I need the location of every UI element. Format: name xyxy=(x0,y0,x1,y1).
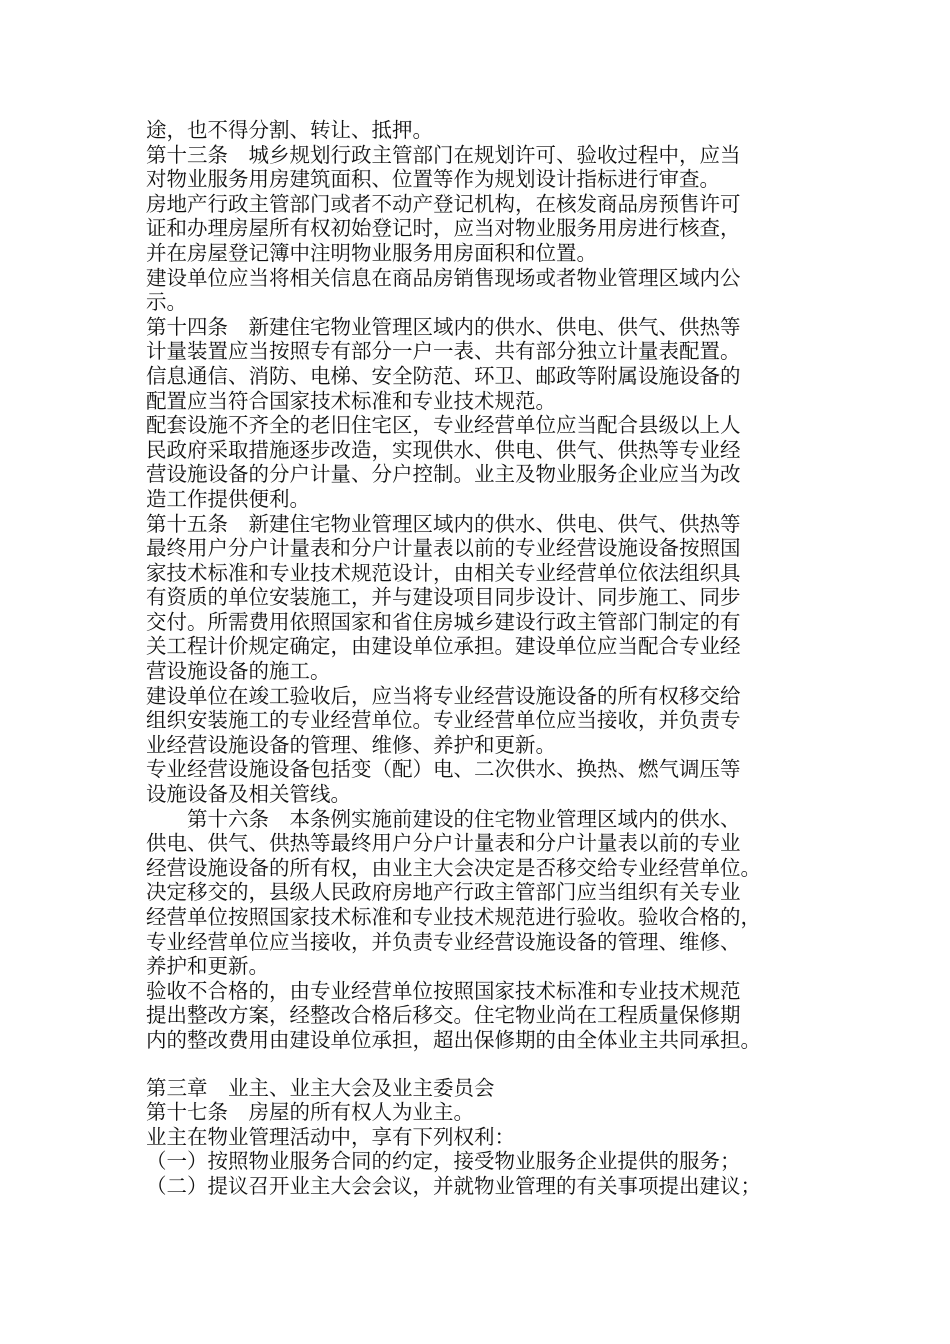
text-line: （二）提议召开业主大会会议，并就物业管理的有关事项提出建议； xyxy=(146,1173,761,1198)
text-line: 专业经营设施设备包括变（配）电、二次供水、换热、燃气调压等 xyxy=(146,757,741,782)
text-line: 营设施设备的分户计量、分户控制。业主及物业服务企业应当为改 xyxy=(146,462,741,487)
text-line: 并在房屋登记簿中注明物业服务用房面积和位置。 xyxy=(146,240,597,265)
text-line: 经营设施设备的所有权，由业主大会决定是否移交给专业经营单位。 xyxy=(146,855,761,880)
text-line: 有资质的单位安装施工，并与建设项目同步设计、同步施工、同步 xyxy=(146,585,741,610)
text-line: 造工作提供便利。 xyxy=(146,486,310,511)
text-line: 证和办理房屋所有权初始登记时，应当对物业服务用房进行核查， xyxy=(146,216,741,241)
text-line: 组织安装施工的专业经营单位。专业经营单位应当接收，并负责专 xyxy=(146,708,741,733)
text-line: 供电、供气、供热等最终用户分户计量表和分户计量表以前的专业 xyxy=(146,831,741,856)
text-line: 第十七条 房屋的所有权人为业主。 xyxy=(146,1100,474,1125)
text-line: 第十四条 新建住宅物业管理区域内的供水、供电、供气、供热等 xyxy=(146,314,741,339)
text-line: 专业经营单位应当接收，并负责专业经营设施设备的管理、维修、 xyxy=(146,929,741,954)
text-line: 途，也不得分割、转让、抵押。 xyxy=(146,118,433,142)
text-line: 第十六条 本条例实施前建设的住宅物业管理区域内的供水、 xyxy=(146,806,741,831)
text-line: 家技术标准和专业技术规范设计，由相关专业经营单位依法组织具 xyxy=(146,560,741,585)
text-line: 建设单位应当将相关信息在商品房销售现场或者物业管理区域内公 xyxy=(146,265,741,290)
text-line: 交付。所需费用依照国家和省住房城乡建设行政主管部门制定的有 xyxy=(146,609,741,634)
paragraph-gap xyxy=(146,1053,826,1076)
text-line: 第十五条 新建住宅物业管理区域内的供水、供电、供气、供热等 xyxy=(146,511,741,536)
text-line: 示。 xyxy=(146,290,187,315)
text-line: 民政府采取措施逐步改造，实现供水、供电、供气、供热等专业经 xyxy=(146,437,741,462)
text-line: 房地产行政主管部门或者不动产登记机构，在核发商品房预售许可 xyxy=(146,191,741,216)
text-line: 设施设备及相关管线。 xyxy=(146,782,351,807)
text-block-chapter-three xyxy=(146,1076,826,1199)
text-line: 养护和更新。 xyxy=(146,954,269,979)
text-line: 决定移交的，县级人民政府房地产行政主管部门应当组织有关专业 xyxy=(146,880,741,905)
text-line: 内的整改费用由建设单位承担，超出保修期的由全体业主共同承担。 xyxy=(146,1027,761,1052)
text-line: 营设施设备的施工。 xyxy=(146,659,331,684)
text-line: 配置应当符合国家技术标准和专业技术规范。 xyxy=(146,388,556,413)
text-line: 对物业服务用房建筑面积、位置等作为规划设计指标进行审查。 xyxy=(146,167,720,192)
text-line: 业经营设施设备的管理、维修、养护和更新。 xyxy=(146,732,556,757)
document-page xyxy=(146,118,826,1199)
text-line: 计量装置应当按照专有部分一户一表、共有部分独立计量表配置。 xyxy=(146,339,741,364)
text-line: 验收不合格的，由专业经营单位按照国家技术标准和专业技术规范 xyxy=(146,978,741,1003)
text-block-articles xyxy=(146,118,826,1053)
text-line: 第三章 业主、业主大会及业主委员会 xyxy=(146,1075,495,1100)
text-line: （一）按照物业服务合同的约定，接受物业服务企业提供的服务； xyxy=(146,1149,741,1174)
text-line: 最终用户分户计量表和分户计量表以前的专业经营设施设备按照国 xyxy=(146,536,741,561)
text-line: 信息通信、消防、电梯、安全防范、环卫、邮政等附属设施设备的 xyxy=(146,363,741,388)
text-line: 提出整改方案，经整改合格后移交。住宅物业尚在工程质量保修期 xyxy=(146,1003,741,1028)
text-line: 业主在物业管理活动中，享有下列权利： xyxy=(146,1124,515,1149)
text-line: 配套设施不齐全的老旧住宅区，专业经营单位应当配合县级以上人 xyxy=(146,413,741,438)
text-line: 第十三条 城乡规划行政主管部门在规划许可、验收过程中，应当 xyxy=(146,142,741,167)
text-line: 关工程计价规定确定，由建设单位承担。建设单位应当配合专业经 xyxy=(146,634,741,659)
text-line: 经营单位按照国家技术标准和专业技术规范进行验收。验收合格的， xyxy=(146,905,761,929)
text-line: 建设单位在竣工验收后，应当将专业经营设施设备的所有权移交给 xyxy=(146,683,741,708)
